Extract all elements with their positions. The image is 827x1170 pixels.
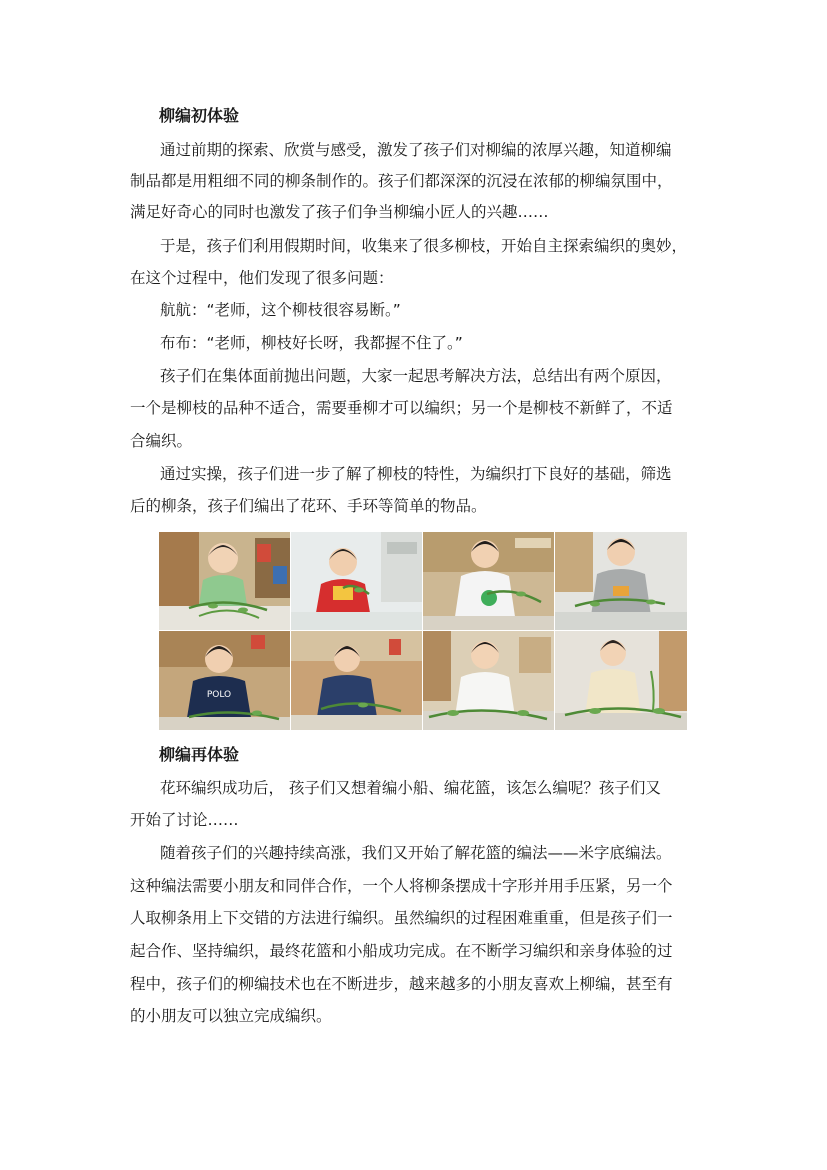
paragraph-line: 合编织。	[130, 432, 193, 450]
photo-child-weaving-8	[555, 631, 687, 730]
paragraph-line: 的小朋友可以独立完成编织。	[130, 1007, 332, 1025]
photo-child-weaving-6	[291, 631, 422, 730]
photo-collage	[159, 532, 687, 730]
paragraph-line: 开始了讨论……	[130, 811, 239, 829]
photo-child-weaving-2	[291, 532, 422, 630]
dialogue-line: 航航：“老师，这个柳枝很容易断。”	[160, 301, 401, 319]
paragraph-line: 满足好奇心的同时也激发了孩子们争当柳编小匠人的兴趣……	[130, 203, 549, 221]
paragraph-line: 起合作、坚持编织，最终花篮和小船成功完成。在不断学习编织和亲身体验的过	[130, 942, 673, 960]
section-heading-first-experience: 柳编初体验	[159, 106, 240, 125]
photo-child-weaving-1	[159, 532, 290, 630]
paragraph-line: 随着孩子们的兴趣持续高涨，我们又开始了解花篮的编法——米字底编法。	[160, 844, 672, 862]
section-heading-second-experience: 柳编再体验	[159, 745, 240, 764]
paragraph-line: 这种编法需要小朋友和同伴合作，一个人将柳条摆成十字形并用手压紧，另一个	[130, 877, 673, 895]
photo-child-weaving-3	[423, 532, 554, 630]
paragraph-line: 制品都是用粗细不同的柳条制作的。孩子们都深深的沉浸在浓郁的柳编氛围中，	[130, 172, 673, 190]
paragraph-line: 于是，孩子们利用假期时间，收集来了很多柳枝，开始自主探索编织的奥妙，	[160, 237, 688, 255]
paragraph-line: 通过前期的探索、欣赏与感受，激发了孩子们对柳编的浓厚兴趣，知道柳编	[160, 141, 672, 159]
photo-child-weaving-4	[555, 532, 687, 630]
paragraph-line: 孩子们在集体面前抛出问题，大家一起思考解决方法，总结出有两个原因，	[160, 367, 672, 385]
paragraph-line: 后的柳条，孩子们编出了花环、手环等简单的物品。	[130, 497, 487, 515]
paragraph-line: 在这个过程中，他们发现了很多问题：	[130, 269, 394, 287]
shirt-print-text: POLO	[206, 690, 232, 700]
paragraph-line: 通过实操，孩子们进一步了解了柳枝的特性，为编织打下良好的基础，筛选	[160, 465, 672, 483]
photo-child-weaving-5	[159, 631, 290, 730]
paragraph-line: 一个是柳枝的品种不适合，需要垂柳才可以编织；另一个是柳枝不新鲜了，不适	[130, 399, 673, 417]
paragraph-line: 人取柳条用上下交错的方法进行编织。虽然编织的过程困难重重，但是孩子们一	[130, 909, 673, 927]
photo-child-weaving-7	[423, 631, 554, 730]
paragraph-line: 程中，孩子们的柳编技术也在不断进步，越来越多的小朋友喜欢上柳编，甚至有	[130, 975, 673, 993]
dialogue-line: 布布：“老师，柳枝好长呀，我都握不住了。”	[160, 334, 463, 352]
paragraph-line: 花环编织成功后， 孩子们又想着编小船、编花篮，该怎么编呢？孩子们又	[160, 779, 661, 797]
